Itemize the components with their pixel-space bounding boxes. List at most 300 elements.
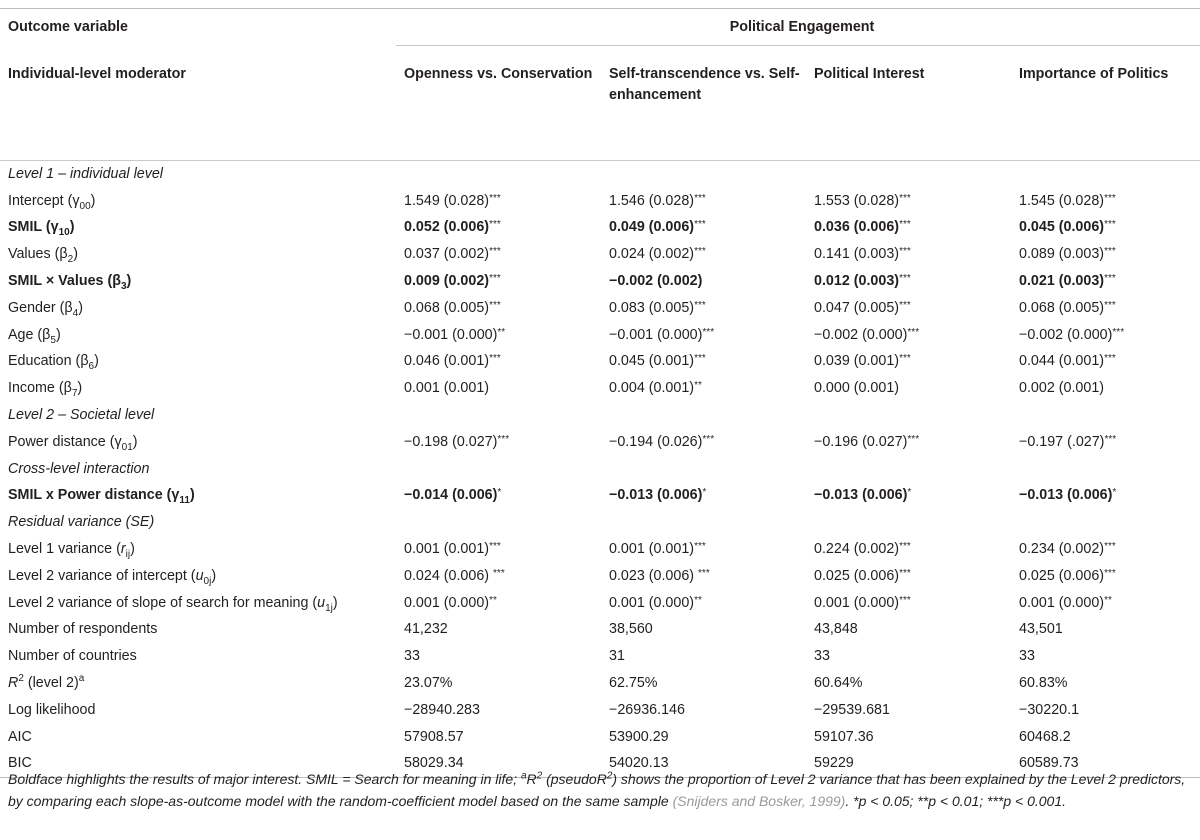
significance-stars: ***: [1104, 219, 1116, 231]
significance-stars: ***: [907, 326, 920, 338]
section-label-text: Residual variance (SE): [8, 514, 155, 531]
table-cell: [1011, 375, 1200, 402]
table-cell: [1011, 429, 1200, 456]
cell-value: 0.002 (0.001): [1019, 380, 1105, 397]
row-label-italic: R: [8, 675, 19, 692]
table-cell: [601, 697, 806, 724]
table-cell: [1011, 295, 1200, 322]
cell-value: 1.549 (0.028): [404, 192, 490, 209]
row-label-text: Level 2 variance of slope of search for meaning (: [8, 594, 318, 611]
significance-stars: ***: [694, 246, 706, 258]
table-cell: [396, 724, 601, 751]
table-cell: [806, 483, 1011, 510]
table-cell: [601, 349, 806, 376]
table-cell: [396, 268, 601, 295]
footnote-text: (pseudo: [542, 771, 597, 787]
table-row: [0, 670, 1200, 697]
table-row: [0, 295, 1200, 322]
cell-value: −0.001 (0.000): [404, 326, 498, 343]
cell-value: 53900.29: [609, 728, 669, 745]
row-label: [0, 590, 396, 617]
row-label-text: ): [90, 192, 96, 209]
table-cell: [1011, 349, 1200, 376]
row-label-sub: 00: [79, 200, 91, 212]
cell-value: 58029.34: [404, 755, 464, 772]
section-row: [0, 456, 1200, 483]
significance-stars: ***: [907, 433, 920, 445]
cell-value: 0.045 (0.006): [1019, 219, 1105, 236]
table-row: [0, 590, 1200, 617]
table-row: [0, 429, 1200, 456]
table-cell: [806, 617, 1011, 644]
table-row: [0, 268, 1200, 295]
cell-value: 57908.57: [404, 728, 464, 745]
cell-value: −28940.283: [404, 701, 480, 718]
table-cell: [396, 563, 601, 590]
table-cell: [601, 590, 806, 617]
row-label-text: ): [211, 567, 217, 584]
significance-stars: ***: [694, 192, 706, 204]
significance-stars: ***: [493, 567, 505, 579]
significance-stars: ***: [698, 567, 710, 579]
cell-value: 54020.13: [609, 755, 669, 772]
row-label-sub: 5: [50, 334, 56, 346]
cell-value: −0.002 (0.002): [609, 273, 703, 290]
significance-stars: ***: [899, 541, 911, 553]
table-cell: [601, 724, 806, 751]
row-label-text: BIC: [8, 755, 32, 772]
table-cell: [806, 241, 1011, 268]
column-header: Political Interest: [806, 46, 1011, 161]
table-cell: [601, 188, 806, 215]
row-label-text: SMIL × Values (β: [8, 273, 121, 290]
cell-value: 1.546 (0.028): [609, 192, 695, 209]
table-cell: [601, 322, 806, 349]
row-label-text: SMIL (γ: [8, 219, 59, 236]
section-row: [0, 161, 1200, 188]
cell-value: 43,501: [1019, 621, 1063, 638]
cell-value: 0.068 (0.005): [404, 299, 490, 316]
significance-stars: **: [694, 380, 702, 392]
cell-value: 0.047 (0.005): [814, 299, 900, 316]
significance-stars: ***: [899, 246, 911, 258]
table-cell: [1011, 724, 1200, 751]
row-label-text: Level 1 variance (: [8, 541, 121, 558]
row-label: [0, 188, 396, 215]
table-cell: [1011, 697, 1200, 724]
cell-value: 0.004 (0.001): [609, 380, 695, 397]
table-cell: [806, 322, 1011, 349]
cell-value: 1.545 (0.028): [1019, 192, 1105, 209]
table-row: [0, 215, 1200, 242]
cell-value: 0.234 (0.002): [1019, 541, 1105, 558]
cell-value: 60589.73: [1019, 755, 1079, 772]
table-row: [0, 483, 1200, 510]
cell-value: 43,848: [814, 621, 858, 638]
table-cell: [601, 483, 806, 510]
cell-value: −0.198 (0.027): [404, 433, 498, 450]
cell-value: 0.083 (0.005): [609, 299, 695, 316]
section-label-text: Level 2 – Societal level: [8, 407, 155, 424]
significance-stars: ***: [1112, 326, 1125, 338]
row-label-text: Level 2 variance of intercept (: [8, 567, 196, 584]
table-cell: [1011, 322, 1200, 349]
cell-value: 23.07%: [404, 675, 453, 692]
table-cell: [601, 295, 806, 322]
significance-stars: **: [497, 326, 506, 338]
footnote-text: Boldface highlights the results of major interest. SMIL = Search for meaning in life;: [8, 771, 521, 787]
cell-value: 0.000 (0.001): [814, 380, 900, 397]
table-row: [0, 724, 1200, 751]
cell-value: 0.001 (0.000): [404, 594, 490, 611]
footnote-sup: a: [520, 770, 527, 782]
cell-value: 0.012 (0.003): [814, 273, 900, 290]
cell-value: 0.025 (0.006): [1019, 567, 1105, 584]
cell-value: 0.224 (0.002): [814, 541, 900, 558]
cell-value: 0.021 (0.003): [1019, 273, 1105, 290]
table-cell: [1011, 268, 1200, 295]
significance-stars: ***: [899, 594, 911, 606]
table-cell: [806, 643, 1011, 670]
row-label: [0, 268, 396, 295]
table-cell: [1011, 670, 1200, 697]
table-cell: [806, 563, 1011, 590]
significance-stars: ***: [899, 353, 911, 365]
results-table: [0, 8, 1200, 778]
row-label: [0, 295, 396, 322]
row-label: [0, 429, 396, 456]
significance-stars: ***: [1104, 273, 1116, 285]
table-cell: [601, 215, 806, 242]
significance-stars: ***: [1104, 433, 1117, 445]
significance-stars: **: [694, 594, 702, 606]
row-label-text: Power distance (γ: [8, 433, 122, 450]
significance-stars: ***: [694, 353, 706, 365]
table-cell: [1011, 643, 1200, 670]
row-label-text: ): [55, 326, 61, 343]
significance-stars: ***: [1104, 353, 1116, 365]
cell-value: −26936.146: [609, 701, 685, 718]
cell-value: 41,232: [404, 621, 448, 638]
significance-stars: ***: [694, 219, 706, 231]
cell-value: −29539.681: [814, 701, 890, 718]
table-cell: [396, 429, 601, 456]
row-label-sub: 01: [121, 441, 133, 453]
table-cell: [806, 375, 1011, 402]
footnote-sup: 2: [606, 770, 613, 782]
table-cell: [806, 188, 1011, 215]
cell-value: 59229: [814, 755, 854, 772]
cell-value: −30220.1: [1019, 701, 1080, 718]
table-cell: [806, 268, 1011, 295]
table-row: [0, 375, 1200, 402]
row-label: [0, 241, 396, 268]
table-cell: [1011, 590, 1200, 617]
row-label: [0, 322, 396, 349]
significance-stars: ***: [489, 541, 501, 553]
section-label: [0, 161, 1200, 188]
political-engagement-header: Political Engagement: [396, 9, 1200, 46]
row-label-text: ): [332, 594, 338, 611]
section-label: [0, 509, 1200, 536]
cell-value: 62.75%: [609, 675, 658, 692]
table-cell: [1011, 483, 1200, 510]
table-cell: [396, 483, 601, 510]
significance-stars: ***: [694, 299, 706, 311]
row-label-sub: 3: [120, 280, 127, 292]
significance-stars: ***: [899, 567, 911, 579]
table-cell: [396, 670, 601, 697]
table-cell: [806, 724, 1011, 751]
cell-value: 38,560: [609, 621, 653, 638]
moderator-header: Individual-level moderator: [0, 46, 396, 161]
cell-value: 0.024 (0.006): [404, 567, 494, 584]
row-label-sub: 11: [179, 495, 190, 507]
significance-stars: ***: [489, 353, 501, 365]
column-header: Self-transcendence vs. Self-enhancement: [601, 46, 806, 161]
row-label-sub: 2: [67, 254, 74, 266]
outcome-variable-header: Outcome variable: [8, 18, 128, 35]
row-label-text: ): [189, 487, 195, 504]
cell-value: 0.052 (0.006): [404, 219, 490, 236]
cell-value: 33: [814, 648, 830, 665]
cell-value: 60468.2: [1019, 728, 1071, 745]
row-label-text: ): [77, 380, 83, 397]
significance-stars: **: [489, 594, 497, 606]
column-header: Openness vs. Conservation: [396, 46, 601, 161]
cell-value: 0.001 (0.001): [404, 541, 490, 558]
table-row: [0, 322, 1200, 349]
table-cell: [396, 590, 601, 617]
row-label: [0, 697, 396, 724]
cell-value: 60.83%: [1019, 675, 1068, 692]
row-label: [0, 349, 396, 376]
significance-stars: ***: [899, 219, 911, 231]
header-row-outcome: [0, 9, 1200, 46]
row-label-text: Intercept (γ: [8, 192, 80, 209]
significance-stars: ***: [497, 433, 510, 445]
table-row: [0, 697, 1200, 724]
cell-value: 0.046 (0.001): [404, 353, 490, 370]
row-label-sub: 6: [88, 361, 95, 373]
row-label-italic: r: [120, 541, 126, 558]
cell-value: 0.001 (0.000): [1019, 594, 1105, 611]
row-label-text: Income (β: [8, 380, 72, 397]
table-cell: [601, 375, 806, 402]
table-cell: [396, 349, 601, 376]
table-cell: [396, 697, 601, 724]
table-row: [0, 536, 1200, 563]
table-cell: [601, 643, 806, 670]
table-cell: [396, 536, 601, 563]
significance-stars: ***: [1104, 567, 1116, 579]
table-cell: [396, 617, 601, 644]
cell-value: 0.141 (0.003): [814, 246, 900, 263]
row-label-text: SMIL x Power distance (γ: [8, 487, 180, 504]
table-cell: [601, 241, 806, 268]
table-cell: [396, 322, 601, 349]
footnote-text: ) shows the proportion of Level 2 variance that has been explained by the Level 2 predictors, by comparing each slope-as-outcome model with the random-coefficient model based on the same sample: [8, 771, 1186, 809]
table-row: [0, 349, 1200, 376]
table-row: [0, 563, 1200, 590]
significance-stars: ***: [1104, 192, 1116, 204]
cell-value: −0.013 (0.006): [1019, 487, 1113, 504]
table-cell: [806, 295, 1011, 322]
row-label-sub: ij: [125, 548, 131, 560]
table-cell: [396, 241, 601, 268]
cell-value: 0.001 (0.000): [814, 594, 900, 611]
cell-value: 0.068 (0.005): [1019, 299, 1105, 316]
row-label-text: ): [130, 541, 135, 558]
significance-stars: *: [1112, 487, 1117, 499]
table-cell: [1011, 563, 1200, 590]
cell-value: −0.197 (.027): [1019, 433, 1105, 450]
significance-stars: ***: [1104, 246, 1116, 258]
table-cell: [396, 188, 601, 215]
table-cell: [806, 215, 1011, 242]
cell-value: 0.089 (0.003): [1019, 246, 1105, 263]
table-cell: [396, 215, 601, 242]
row-label-text: ): [78, 299, 83, 316]
cell-value: 0.039 (0.001): [814, 353, 900, 370]
row-label-text: ): [69, 219, 75, 236]
significance-stars: ***: [1104, 541, 1116, 553]
table-cell: [1011, 188, 1200, 215]
cell-value: 0.036 (0.006): [814, 219, 900, 236]
row-label-italic: u: [195, 567, 204, 584]
significance-stars: ***: [694, 541, 706, 553]
cell-value: 0.037 (0.002): [404, 246, 490, 263]
significance-stars: ***: [702, 326, 715, 338]
section-label: [0, 456, 1200, 483]
significance-stars: *: [907, 487, 912, 499]
row-label-text: Values (β: [8, 246, 68, 263]
cell-value: 59107.36: [814, 728, 874, 745]
row-label-text: Age (β: [8, 326, 51, 343]
cell-value: −0.013 (0.006): [609, 487, 703, 504]
row-label-text: ): [94, 353, 99, 370]
cell-value: 0.001 (0.000): [609, 594, 695, 611]
significance-stars: ***: [1104, 299, 1116, 311]
cell-value: 0.023 (0.006): [609, 567, 699, 584]
cell-value: 33: [404, 648, 420, 665]
significance-stars: ***: [489, 192, 501, 204]
header-row-moderator: [0, 46, 1200, 161]
row-label: [0, 215, 396, 242]
row-label-text: Log likelihood: [8, 701, 96, 718]
row-label-sub: 10: [58, 227, 70, 239]
row-label-text: Number of countries: [8, 648, 137, 665]
citation-link[interactable]: (Snijders and Bosker, 1999): [672, 793, 846, 809]
section-row: [0, 402, 1200, 429]
cell-value: −0.002 (0.000): [814, 326, 908, 343]
section-label: [0, 402, 1200, 429]
row-label: [0, 536, 396, 563]
footnote-text: R: [526, 771, 537, 787]
row-label: [0, 643, 396, 670]
cell-value: 0.024 (0.002): [609, 246, 695, 263]
row-label: [0, 670, 396, 697]
table-footnote: [8, 768, 1196, 812]
row-label-text: (level 2): [23, 675, 79, 692]
row-label-sub: 4: [72, 307, 79, 319]
footnote-sup: 2: [536, 770, 543, 782]
row-label-sub: 0j: [203, 575, 212, 587]
row-label: [0, 617, 396, 644]
section-label-text: Cross-level interaction: [8, 460, 150, 477]
row-label: [0, 724, 396, 751]
row-label-sup: 2: [18, 673, 24, 685]
row-label-sub: 7: [71, 388, 78, 400]
cell-value: 0.001 (0.001): [609, 541, 695, 558]
table-row: [0, 241, 1200, 268]
footnote-text: R: [596, 771, 607, 787]
row-label-sub: 1j: [325, 602, 333, 614]
significance-stars: ***: [899, 273, 911, 285]
table-cell: [396, 643, 601, 670]
cell-value: 60.64%: [814, 675, 863, 692]
row-label-text: Number of respondents: [8, 621, 158, 638]
cell-value: 31: [609, 648, 625, 665]
cell-value: 0.045 (0.001): [609, 353, 695, 370]
table-cell: [806, 670, 1011, 697]
column-header: Importance of Politics: [1011, 46, 1200, 161]
row-label-text: AIC: [8, 728, 32, 745]
section-row: [0, 509, 1200, 536]
cell-value: 0.025 (0.006): [814, 567, 900, 584]
row-label-text: ): [73, 246, 78, 263]
table-cell: [601, 536, 806, 563]
cell-value: −0.002 (0.000): [1019, 326, 1113, 343]
table-cell: [1011, 536, 1200, 563]
cell-value: −0.001 (0.000): [609, 326, 703, 343]
table-row: [0, 617, 1200, 644]
cell-value: 0.001 (0.001): [404, 380, 490, 397]
table-cell: [601, 429, 806, 456]
cell-value: 33: [1019, 648, 1035, 665]
significance-stars: ***: [899, 192, 911, 204]
cell-value: −0.196 (0.027): [814, 433, 908, 450]
cell-value: 1.553 (0.028): [814, 192, 900, 209]
table-cell: [396, 295, 601, 322]
row-label: [0, 563, 396, 590]
significance-stars: *: [497, 487, 502, 499]
table-cell: [601, 563, 806, 590]
table-cell: [601, 670, 806, 697]
cell-value: 0.009 (0.002): [404, 273, 490, 290]
table-row: [0, 643, 1200, 670]
significance-stars: **: [1104, 594, 1112, 606]
cell-value: −0.013 (0.006): [814, 487, 908, 504]
table-cell: [1011, 215, 1200, 242]
table-cell: [806, 590, 1011, 617]
table-cell: [806, 536, 1011, 563]
row-label-text: Education (β: [8, 353, 89, 370]
row-label-text: Gender (β: [8, 299, 73, 316]
cell-value: −0.014 (0.006): [404, 487, 498, 504]
row-label: [0, 375, 396, 402]
row-label-sup: a: [78, 673, 85, 685]
table-cell: [806, 349, 1011, 376]
section-label-text: Level 1 – individual level: [8, 165, 163, 182]
significance-stars: ***: [702, 433, 715, 445]
row-label-text: ): [126, 273, 132, 290]
significance-stars: ***: [489, 219, 501, 231]
cell-value: 0.044 (0.001): [1019, 353, 1105, 370]
significance-stars: *: [702, 487, 707, 499]
row-label: [0, 483, 396, 510]
cell-value: 0.049 (0.006): [609, 219, 695, 236]
